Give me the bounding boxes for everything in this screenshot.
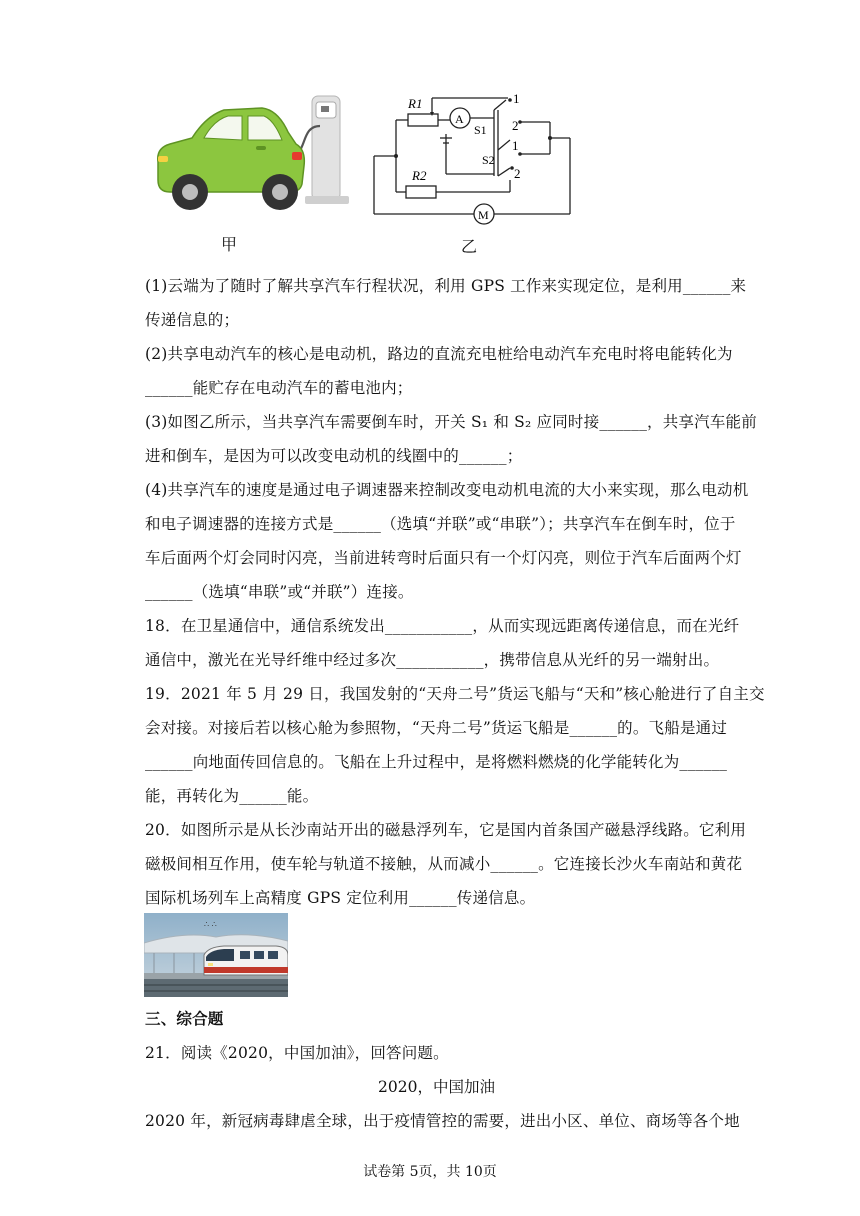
text-line: ______能贮存在电动汽车的蓄电池内； (145, 379, 413, 397)
resistor-r2 (406, 186, 436, 198)
label-terminal-1b: 1 (512, 138, 519, 153)
electric-car-figure (150, 92, 355, 216)
text-line: (1)云端为了随时了解共享汽车行程状况，利用 GPS 工作来实现定位，是利用______来 (145, 277, 747, 295)
label-terminal-2a: 2 (512, 118, 519, 133)
section-title: 三、综合题 (145, 1009, 224, 1028)
text-line: 能，再转化为______能。 (145, 787, 319, 805)
text-line: ______向地面传回信息的。飞船在上升过程中，是将燃料燃烧的化学能转化为______ (145, 753, 728, 771)
text-line: 20．如图所示是从长沙南站开出的磁悬浮列车，它是国内首条国产磁悬浮线路。它利用 (145, 821, 747, 839)
article-title: 2020，中国加油 (378, 1078, 495, 1096)
svg-text:∴ ∴: ∴ ∴ (204, 920, 217, 929)
circuit-diagram (370, 88, 580, 228)
figure-caption-yi: 乙 (461, 237, 478, 256)
resistor-r1 (408, 114, 438, 126)
text-line: 传递信息的； (145, 311, 240, 329)
text-line: 进和倒车，是因为可以改变电动机的线圈中的______； (145, 447, 523, 465)
text-line: 通信中，激光在光导纤维中经过多次___________，携带信息从光纤的另一端射出。 (145, 651, 720, 669)
text-line: 车后面两个灯会同时闪亮，当前进转弯时后面只有一个灯闪亮，则位于汽车后面两个灯 (145, 549, 742, 567)
text-line: 和电子调速器的连接方式是______（选填“并联”或“串联”）；共享汽车在倒车时，位于 (145, 515, 736, 533)
label-s1: S1 (474, 123, 487, 137)
figure-caption-jia: 甲 (221, 235, 238, 254)
text-line: 18．在卫星通信中，通信系统发出___________，从而实现远距离传递信息，而在光纤 (145, 617, 740, 635)
text-line: ______（选填“串联”或“并联”）连接。 (145, 583, 414, 601)
text-line: (3)如图乙所示，当共享汽车需要倒车时，开关 S₁ 和 S₂ 应同时接______，共享汽车能前 (145, 413, 757, 431)
text-line: 19．2021 年 5 月 29 日，我国发射的“天舟二号”货运飞船与“天和”核心舱进行了自主交 (145, 685, 765, 703)
label-s2: S2 (482, 153, 495, 167)
text-line: (4)共享汽车的速度是通过电子调速器来控制改变电动机电流的大小来实现，那么电动机 (145, 481, 749, 499)
question-21-intro: 21．阅读《2020，中国加油》，回答问题。 (145, 1044, 449, 1062)
label-motor: M (478, 208, 489, 222)
label-terminal-1a: 1 (513, 91, 520, 106)
label-r2: R2 (412, 168, 427, 183)
label-r1: R1 (408, 96, 423, 111)
article-text-line: 2020 年，新冠病毒肆虐全球，出于疫情管控的需要，进出小区、单位、商场等各个地 (145, 1112, 740, 1130)
text-line: 国际机场列车上高精度 GPS 定位利用______传递信息。 (145, 889, 536, 907)
label-terminal-2b: 2 (514, 166, 521, 181)
text-line: 磁极间相互作用，使车轮与轨道不接触，从而减小______。它连接长沙火车南站和黄花 (145, 855, 743, 873)
text-line: (2)共享电动汽车的核心是电动机，路边的直流充电桩给电动汽车充电时将电能转化为 (145, 345, 733, 363)
label-ammeter: A (455, 112, 464, 126)
text-line: 会对接。对接后若以核心舱为参照物，“天舟二号”货运飞船是______的。飞船是通过 (145, 719, 728, 737)
page-footer: 试卷第 5页，共 10页 (363, 1164, 497, 1180)
maglev-train-photo (144, 913, 288, 997)
